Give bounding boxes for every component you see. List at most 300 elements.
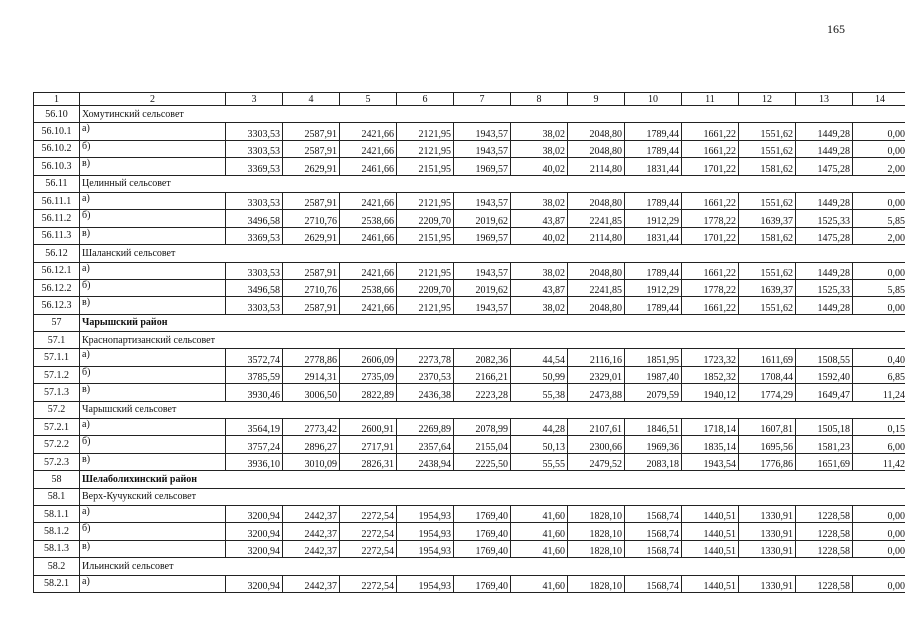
value-cell: 2151,95	[397, 227, 454, 244]
value-cell: 2421,66	[340, 192, 397, 209]
value-cell: 1776,86	[739, 453, 796, 470]
row-variant: а)	[80, 419, 226, 436]
value-cell: 1774,29	[739, 384, 796, 401]
value-cell: 2436,38	[397, 384, 454, 401]
value-cell: 41,60	[511, 523, 568, 540]
value-cell: 2538,66	[340, 279, 397, 296]
value-cell: 1912,29	[625, 210, 682, 227]
value-cell: 38,02	[511, 123, 568, 140]
value-cell: 2225,50	[454, 453, 511, 470]
value-cell: 2421,66	[340, 297, 397, 314]
value-cell: 2438,94	[397, 453, 454, 470]
row-code: 56.11.3	[34, 227, 80, 244]
value-cell: 1661,22	[682, 297, 739, 314]
value-cell: 1330,91	[739, 523, 796, 540]
section-name: Верх-Кучукский сельсовет	[80, 488, 905, 505]
row-variant: а)	[80, 349, 226, 366]
value-cell: 38,02	[511, 192, 568, 209]
row-code: 57.2.1	[34, 419, 80, 436]
value-cell: 3496,58	[226, 210, 283, 227]
value-cell: 0,00	[853, 505, 905, 522]
value-cell: 55,55	[511, 453, 568, 470]
row-code: 56.10.3	[34, 158, 80, 175]
value-cell: 3930,46	[226, 384, 283, 401]
table-row	[34, 123, 905, 140]
row-code: 58.1.3	[34, 540, 80, 557]
value-cell: 0,00	[853, 262, 905, 279]
value-cell: 1723,32	[682, 349, 739, 366]
value-cell: 2421,66	[340, 262, 397, 279]
row-code: 57	[34, 314, 80, 331]
table-row	[34, 419, 905, 436]
value-cell: 2826,31	[340, 453, 397, 470]
value-cell: 1475,28	[796, 158, 853, 175]
table-row	[34, 540, 905, 557]
row-code: 56.11	[34, 175, 80, 192]
value-cell: 55,38	[511, 384, 568, 401]
section-row	[34, 332, 905, 349]
value-cell: 2717,91	[340, 436, 397, 453]
value-cell: 2121,95	[397, 140, 454, 157]
row-variant: б)	[80, 436, 226, 453]
value-cell: 40,02	[511, 227, 568, 244]
row-code: 56.12.1	[34, 262, 80, 279]
row-code: 57.1.2	[34, 366, 80, 383]
value-cell: 1568,74	[625, 575, 682, 592]
value-cell: 1505,18	[796, 419, 853, 436]
value-cell: 3200,94	[226, 505, 283, 522]
value-cell: 0,00	[853, 123, 905, 140]
table-row	[34, 279, 905, 296]
district-row	[34, 471, 905, 488]
value-cell: 1943,57	[454, 123, 511, 140]
value-cell: 1581,23	[796, 436, 853, 453]
value-cell: 2587,91	[283, 123, 340, 140]
value-cell: 1835,14	[682, 436, 739, 453]
value-cell: 38,02	[511, 262, 568, 279]
row-code: 57.1.3	[34, 384, 80, 401]
value-cell: 1969,57	[454, 158, 511, 175]
row-code: 57.1.1	[34, 349, 80, 366]
value-cell: 2083,18	[625, 453, 682, 470]
value-cell: 0,00	[853, 192, 905, 209]
value-cell: 1661,22	[682, 123, 739, 140]
value-cell: 1449,28	[796, 192, 853, 209]
value-cell: 0,00	[853, 297, 905, 314]
column-number-2: 2	[80, 93, 226, 106]
value-cell: 2461,66	[340, 158, 397, 175]
table-row	[34, 227, 905, 244]
page-number: 165	[827, 22, 845, 36]
value-cell: 2587,91	[283, 297, 340, 314]
table-row	[34, 349, 905, 366]
value-cell: 1551,62	[739, 262, 796, 279]
table-row	[34, 140, 905, 157]
value-cell: 2048,80	[568, 297, 625, 314]
value-cell: 2442,37	[283, 505, 340, 522]
value-cell: 1954,93	[397, 505, 454, 522]
table-row	[34, 575, 905, 592]
value-cell: 43,87	[511, 210, 568, 227]
value-cell: 2629,91	[283, 227, 340, 244]
value-cell: 2778,86	[283, 349, 340, 366]
value-cell: 5,85	[853, 210, 905, 227]
row-variant: б)	[80, 140, 226, 157]
column-number-13: 13	[796, 93, 853, 106]
value-cell: 3369,53	[226, 227, 283, 244]
value-cell: 1987,40	[625, 366, 682, 383]
value-cell: 1695,56	[739, 436, 796, 453]
value-cell: 1228,58	[796, 575, 853, 592]
value-cell: 0,40	[853, 349, 905, 366]
section-row	[34, 488, 905, 505]
value-cell: 1954,93	[397, 575, 454, 592]
value-cell: 1789,44	[625, 140, 682, 157]
row-variant: в)	[80, 540, 226, 557]
value-cell: 1789,44	[625, 123, 682, 140]
value-cell: 1525,33	[796, 210, 853, 227]
value-cell: 1831,44	[625, 227, 682, 244]
column-number-1: 1	[34, 93, 80, 106]
value-cell: 1954,93	[397, 540, 454, 557]
column-number-5: 5	[340, 93, 397, 106]
value-cell: 2107,61	[568, 419, 625, 436]
row-code: 57.2	[34, 401, 80, 418]
value-cell: 2019,62	[454, 210, 511, 227]
tariff-table	[33, 92, 905, 593]
value-cell: 5,85	[853, 279, 905, 296]
value-cell: 1789,44	[625, 262, 682, 279]
row-code: 58.2.1	[34, 575, 80, 592]
row-variant: б)	[80, 366, 226, 383]
row-variant: а)	[80, 575, 226, 592]
value-cell: 1607,81	[739, 419, 796, 436]
column-number-11: 11	[682, 93, 739, 106]
value-cell: 2329,01	[568, 366, 625, 383]
row-code: 58	[34, 471, 80, 488]
value-cell: 2121,95	[397, 123, 454, 140]
table-row	[34, 505, 905, 522]
value-cell: 3303,53	[226, 140, 283, 157]
value-cell: 6,00	[853, 436, 905, 453]
section-name: Хомутинский сельсовет	[80, 106, 905, 123]
value-cell: 50,13	[511, 436, 568, 453]
value-cell: 1828,10	[568, 540, 625, 557]
value-cell: 1789,44	[625, 297, 682, 314]
value-cell: 2773,42	[283, 419, 340, 436]
value-cell: 1551,62	[739, 192, 796, 209]
value-cell: 2479,52	[568, 453, 625, 470]
value-cell: 3006,50	[283, 384, 340, 401]
value-cell: 2114,80	[568, 158, 625, 175]
row-code: 56.12.3	[34, 297, 80, 314]
row-variant: в)	[80, 158, 226, 175]
value-cell: 1330,91	[739, 505, 796, 522]
value-cell: 0,00	[853, 140, 905, 157]
value-cell: 1851,95	[625, 349, 682, 366]
value-cell: 2273,78	[397, 349, 454, 366]
value-cell: 1551,62	[739, 140, 796, 157]
value-cell: 3303,53	[226, 192, 283, 209]
value-cell: 0,00	[853, 523, 905, 540]
value-cell: 2272,54	[340, 505, 397, 522]
value-cell: 2269,89	[397, 419, 454, 436]
table-row	[34, 366, 905, 383]
row-variant: а)	[80, 262, 226, 279]
value-cell: 1449,28	[796, 123, 853, 140]
value-cell: 2822,89	[340, 384, 397, 401]
value-cell: 41,60	[511, 540, 568, 557]
value-cell: 2272,54	[340, 540, 397, 557]
value-cell: 1440,51	[682, 575, 739, 592]
column-number-7: 7	[454, 93, 511, 106]
column-number-row	[34, 93, 905, 106]
value-cell: 1769,40	[454, 523, 511, 540]
column-number-10: 10	[625, 93, 682, 106]
value-cell: 1831,44	[625, 158, 682, 175]
value-cell: 1828,10	[568, 523, 625, 540]
value-cell: 2019,62	[454, 279, 511, 296]
value-cell: 1828,10	[568, 575, 625, 592]
value-cell: 0,00	[853, 540, 905, 557]
value-cell: 2473,88	[568, 384, 625, 401]
value-cell: 2155,04	[454, 436, 511, 453]
value-cell: 1551,62	[739, 297, 796, 314]
value-cell: 1778,22	[682, 279, 739, 296]
row-code: 56.11.2	[34, 210, 80, 227]
value-cell: 1592,40	[796, 366, 853, 383]
value-cell: 38,02	[511, 140, 568, 157]
value-cell: 3572,74	[226, 349, 283, 366]
row-variant: б)	[80, 210, 226, 227]
value-cell: 1449,28	[796, 262, 853, 279]
value-cell: 6,85	[853, 366, 905, 383]
value-cell: 2735,09	[340, 366, 397, 383]
table-row	[34, 523, 905, 540]
value-cell: 2,00	[853, 227, 905, 244]
section-row	[34, 245, 905, 262]
value-cell: 1943,57	[454, 297, 511, 314]
value-cell: 2629,91	[283, 158, 340, 175]
value-cell: 1852,32	[682, 366, 739, 383]
value-cell: 3200,94	[226, 575, 283, 592]
row-variant: в)	[80, 453, 226, 470]
value-cell: 2300,66	[568, 436, 625, 453]
value-cell: 1475,28	[796, 227, 853, 244]
value-cell: 1228,58	[796, 505, 853, 522]
value-cell: 40,02	[511, 158, 568, 175]
value-cell: 1440,51	[682, 505, 739, 522]
value-cell: 1718,14	[682, 419, 739, 436]
value-cell: 3200,94	[226, 540, 283, 557]
value-cell: 2538,66	[340, 210, 397, 227]
section-name: Краснопартизанский сельсовет	[80, 332, 905, 349]
row-variant: б)	[80, 523, 226, 540]
value-cell: 2151,95	[397, 158, 454, 175]
column-number-12: 12	[739, 93, 796, 106]
value-cell: 1943,57	[454, 192, 511, 209]
value-cell: 2241,85	[568, 279, 625, 296]
value-cell: 1943,57	[454, 262, 511, 279]
row-code: 57.2.2	[34, 436, 80, 453]
value-cell: 2121,95	[397, 297, 454, 314]
value-cell: 2600,91	[340, 419, 397, 436]
row-variant: б)	[80, 279, 226, 296]
value-cell: 2370,53	[397, 366, 454, 383]
value-cell: 3303,53	[226, 297, 283, 314]
value-cell: 38,02	[511, 297, 568, 314]
value-cell: 2078,99	[454, 419, 511, 436]
row-code: 58.2	[34, 558, 80, 575]
value-cell: 3369,53	[226, 158, 283, 175]
table-row	[34, 384, 905, 401]
value-cell: 2,00	[853, 158, 905, 175]
value-cell: 2209,70	[397, 210, 454, 227]
value-cell: 44,54	[511, 349, 568, 366]
section-row	[34, 175, 905, 192]
value-cell: 1778,22	[682, 210, 739, 227]
value-cell: 2914,31	[283, 366, 340, 383]
row-code: 56.10.2	[34, 140, 80, 157]
table-row	[34, 297, 905, 314]
value-cell: 0,00	[853, 575, 905, 592]
value-cell: 3010,09	[283, 453, 340, 470]
value-cell: 2121,95	[397, 192, 454, 209]
value-cell: 1568,74	[625, 540, 682, 557]
value-cell: 3785,59	[226, 366, 283, 383]
value-cell: 3496,58	[226, 279, 283, 296]
value-cell: 1581,62	[739, 158, 796, 175]
value-cell: 2461,66	[340, 227, 397, 244]
value-cell: 2082,36	[454, 349, 511, 366]
value-cell: 2048,80	[568, 192, 625, 209]
value-cell: 1611,69	[739, 349, 796, 366]
value-cell: 1568,74	[625, 523, 682, 540]
value-cell: 1649,47	[796, 384, 853, 401]
value-cell: 2710,76	[283, 210, 340, 227]
table-body	[34, 106, 905, 593]
value-cell: 2896,27	[283, 436, 340, 453]
row-code: 56.11.1	[34, 192, 80, 209]
value-cell: 44,28	[511, 419, 568, 436]
column-number-9: 9	[568, 93, 625, 106]
value-cell: 41,60	[511, 575, 568, 592]
value-cell: 2048,80	[568, 123, 625, 140]
district-name: Чарышский район	[80, 314, 905, 331]
value-cell: 2587,91	[283, 192, 340, 209]
value-cell: 1508,55	[796, 349, 853, 366]
value-cell: 2272,54	[340, 575, 397, 592]
value-cell: 2272,54	[340, 523, 397, 540]
row-variant: а)	[80, 192, 226, 209]
value-cell: 1912,29	[625, 279, 682, 296]
value-cell: 2442,37	[283, 523, 340, 540]
value-cell: 2587,91	[283, 140, 340, 157]
value-cell: 2606,09	[340, 349, 397, 366]
value-cell: 2587,91	[283, 262, 340, 279]
value-cell: 1954,93	[397, 523, 454, 540]
value-cell: 1639,37	[739, 210, 796, 227]
table-row	[34, 262, 905, 279]
value-cell: 1551,62	[739, 123, 796, 140]
value-cell: 1943,54	[682, 453, 739, 470]
value-cell: 11,24	[853, 384, 905, 401]
column-number-4: 4	[283, 93, 340, 106]
section-name: Чарышский сельсовет	[80, 401, 905, 418]
column-number-14: 14	[853, 93, 905, 106]
value-cell: 1769,40	[454, 505, 511, 522]
value-cell: 1440,51	[682, 540, 739, 557]
value-cell: 1769,40	[454, 575, 511, 592]
section-row	[34, 558, 905, 575]
row-variant: в)	[80, 384, 226, 401]
value-cell: 1661,22	[682, 192, 739, 209]
value-cell: 1846,51	[625, 419, 682, 436]
section-row	[34, 106, 905, 123]
value-cell: 2121,95	[397, 262, 454, 279]
table-row	[34, 436, 905, 453]
row-code: 57.1	[34, 332, 80, 349]
column-number-3: 3	[226, 93, 283, 106]
row-code: 56.12.2	[34, 279, 80, 296]
row-code: 56.12	[34, 245, 80, 262]
value-cell: 41,60	[511, 505, 568, 522]
value-cell: 1525,33	[796, 279, 853, 296]
row-variant: а)	[80, 505, 226, 522]
value-cell: 2114,80	[568, 227, 625, 244]
value-cell: 1449,28	[796, 297, 853, 314]
section-name: Ильинский сельсовет	[80, 558, 905, 575]
value-cell: 1789,44	[625, 192, 682, 209]
value-cell: 1661,22	[682, 262, 739, 279]
value-cell: 3564,19	[226, 419, 283, 436]
value-cell: 2116,16	[568, 349, 625, 366]
value-cell: 1330,91	[739, 540, 796, 557]
table-row	[34, 158, 905, 175]
section-name: Целинный сельсовет	[80, 175, 905, 192]
row-variant: а)	[80, 123, 226, 140]
column-number-8: 8	[511, 93, 568, 106]
value-cell: 1969,36	[625, 436, 682, 453]
row-code: 58.1	[34, 488, 80, 505]
value-cell: 2166,21	[454, 366, 511, 383]
value-cell: 3303,53	[226, 123, 283, 140]
value-cell: 2079,59	[625, 384, 682, 401]
value-cell: 43,87	[511, 279, 568, 296]
value-cell: 1701,22	[682, 227, 739, 244]
district-row	[34, 314, 905, 331]
value-cell: 1828,10	[568, 505, 625, 522]
value-cell: 2048,80	[568, 262, 625, 279]
value-cell: 1440,51	[682, 523, 739, 540]
section-row	[34, 401, 905, 418]
value-cell: 2421,66	[340, 140, 397, 157]
row-code: 56.10.1	[34, 123, 80, 140]
district-name: Шелаболихинский район	[80, 471, 905, 488]
value-cell: 50,99	[511, 366, 568, 383]
value-cell: 1228,58	[796, 523, 853, 540]
value-cell: 1940,12	[682, 384, 739, 401]
table-row	[34, 210, 905, 227]
table-row	[34, 192, 905, 209]
value-cell: 1651,69	[796, 453, 853, 470]
value-cell: 11,42	[853, 453, 905, 470]
value-cell: 2442,37	[283, 575, 340, 592]
value-cell: 3303,53	[226, 262, 283, 279]
value-cell: 3757,24	[226, 436, 283, 453]
row-code: 57.2.3	[34, 453, 80, 470]
value-cell: 2442,37	[283, 540, 340, 557]
